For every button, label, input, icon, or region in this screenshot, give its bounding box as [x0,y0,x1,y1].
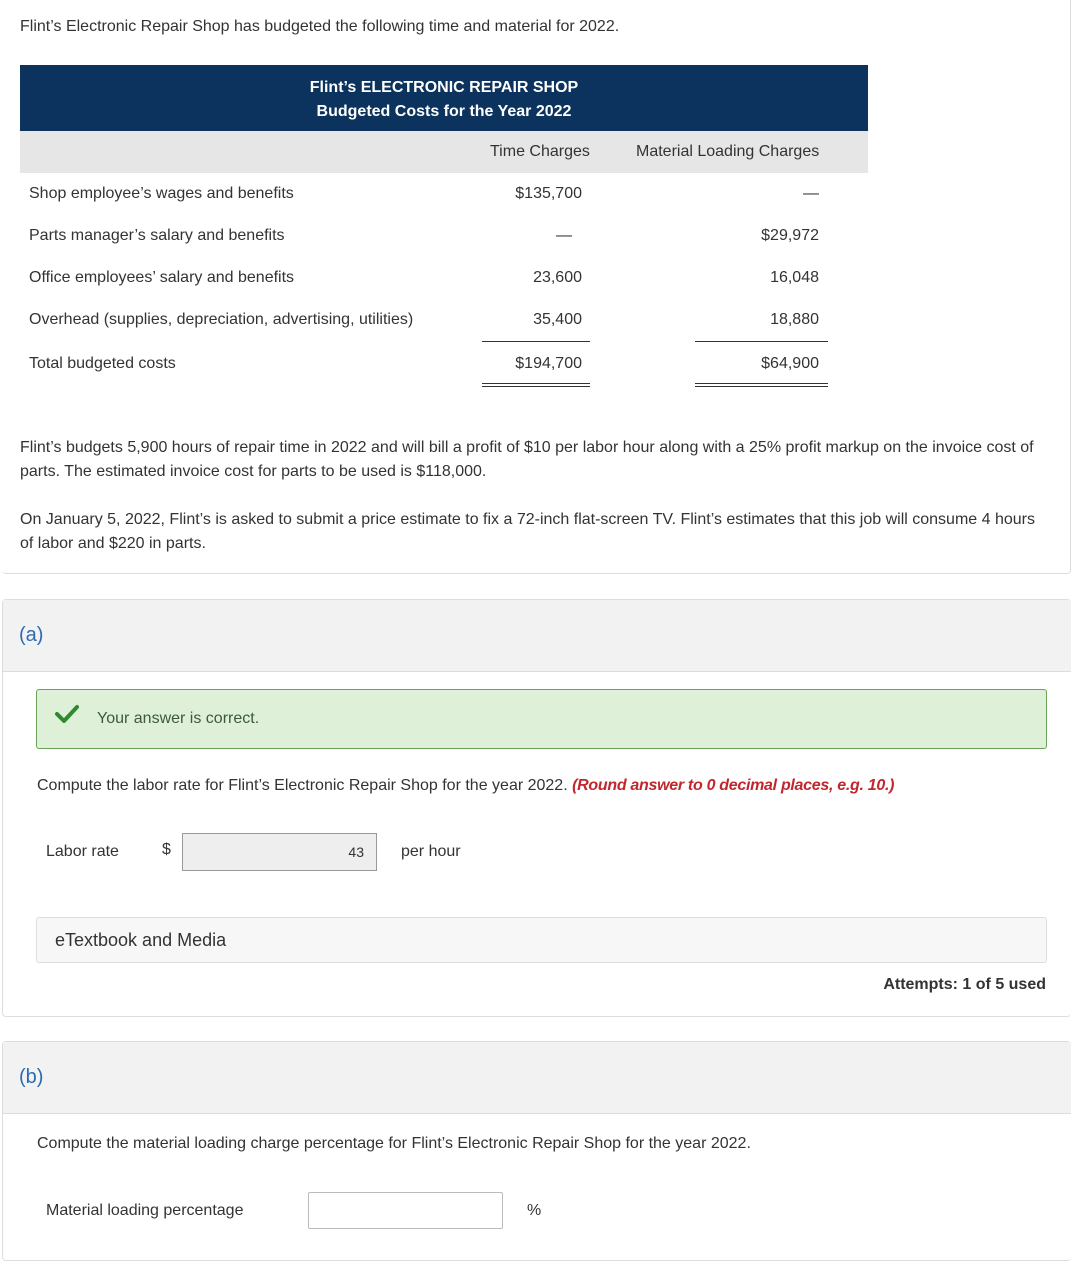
feedback-message: Your answer is correct. [97,710,260,727]
row-material: 18,880 [770,311,819,328]
total-double-rule [482,386,590,387]
total-time: $194,700 [515,355,582,372]
table-column-header [20,131,868,173]
table-title-line2: Budgeted Costs for the Year 2022 [316,103,572,120]
problem-paragraph-1: Flint’s budgets 5,900 hours of repair time in 2022 and will bill a profit of $10 per labor hour along with a 25% profit markup on the invoice cost of parts. The estimated invoice cost for parts to be used is $118,000. [20,439,1034,480]
part-b-letter: (b) [19,1066,44,1088]
row-label: Shop employee’s wages and benefits [29,185,294,202]
total-double-rule [482,383,590,384]
total-label: Total budgeted costs [29,355,176,372]
material-loading-label: Material loading percentage [46,1202,244,1219]
subtotal-rule [695,341,828,342]
material-loading-input[interactable] [308,1192,503,1229]
part-a-header [3,600,1071,672]
correct-feedback [36,689,1047,749]
row-time: 35,400 [533,311,582,328]
subtotal-rule [482,341,590,342]
labor-rate-input[interactable]: 43 [182,833,377,871]
total-material: $64,900 [761,355,819,372]
row-time: — [556,227,572,244]
problem-paragraph-2: On January 5, 2022, Flint’s is asked to submit a price estimate to fix a 72-inch flat-screen TV. Flint’s estimates that this job will consume 4 hours of labor and $220 in parts. [20,511,1035,552]
etextbook-media-button[interactable] [36,917,1047,963]
attempts-counter: Attempts: 1 of 5 used [883,976,1046,993]
row-label: Office employees’ salary and benefits [29,269,295,286]
table-title [20,65,868,131]
col-material-loading: Material Loading Charges [636,143,820,160]
percent-unit: % [527,1202,542,1219]
currency-symbol: $ [162,841,171,858]
check-icon [55,704,79,729]
row-time: 23,600 [533,269,582,286]
labor-rate-label: Labor rate [46,843,119,860]
table-title-line1: Flint’s ELECTRONIC REPAIR SHOP [309,79,579,96]
rounding-instruction: (Round answer to 0 decimal places, e.g. 10.) [572,777,895,794]
part-a-question [37,777,894,795]
row-label: Overhead (supplies, depreciation, advertising, utilities) [29,311,414,328]
part-a-letter: (a) [19,624,44,646]
row-material: 16,048 [770,269,819,286]
row-material: — [803,185,819,202]
part-b-header [3,1042,1071,1114]
part-b-question: Compute the material loading charge percentage for Flint’s Electronic Repair Shop for the year 2022. [37,1135,751,1152]
row-label: Parts manager’s salary and benefits [29,227,285,244]
question-text: Compute the labor rate for Flint’s Electronic Repair Shop for the year 2022. [37,777,568,794]
row-material: $29,972 [761,227,819,244]
etextbook-label: eTextbook and Media [55,930,227,950]
col-time-charges: Time Charges [490,143,590,160]
intro-text: Flint’s Electronic Repair Shop has budgeted the following time and material for 2022. [20,18,620,35]
total-double-rule [695,386,828,387]
row-time: $135,700 [515,185,582,202]
per-hour-unit: per hour [401,843,461,860]
total-double-rule [695,383,828,384]
